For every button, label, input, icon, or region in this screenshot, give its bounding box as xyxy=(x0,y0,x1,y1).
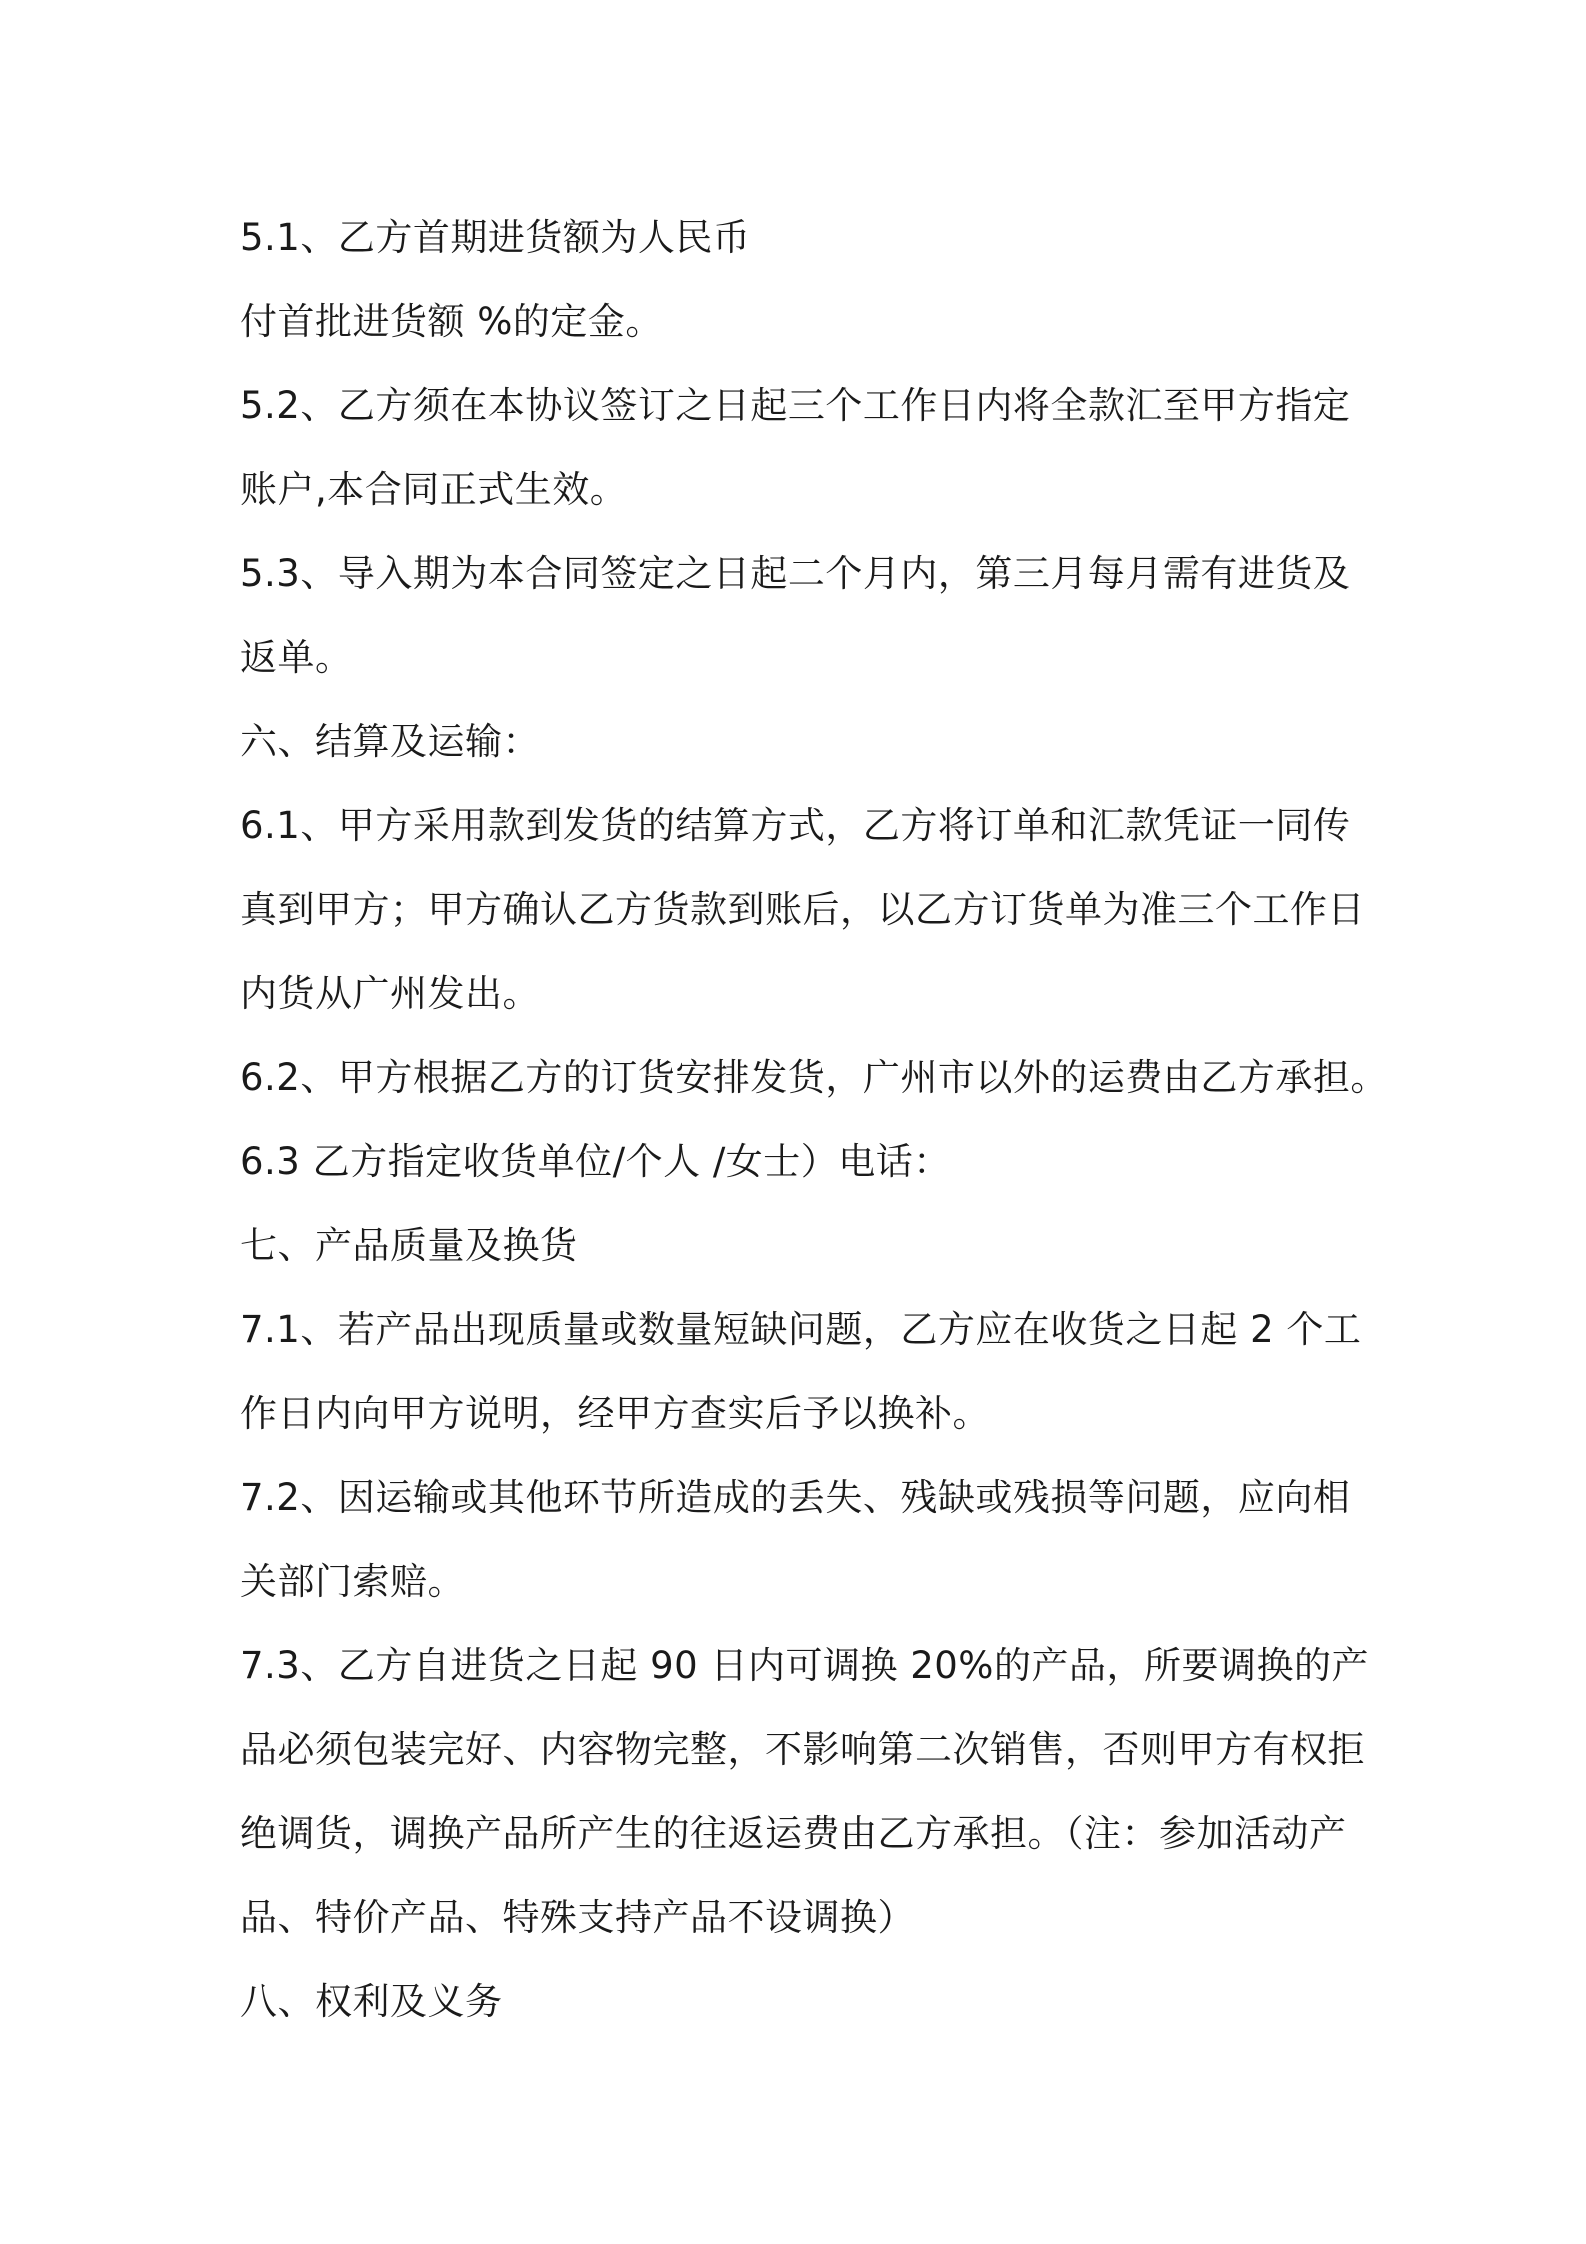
clause-7-3-line-3: 绝调货，调换产品所产生的往返运费由乙方承担。（注：参加活动产 xyxy=(240,1812,1347,1855)
clause-5-2-line-2: 账户,本合同正式生效。 xyxy=(240,468,628,511)
clause-6-1-line-2: 真到甲方；甲方确认乙方货款到账后，以乙方订货单为准三个工作日 xyxy=(240,888,1365,931)
clause-7-3-line-4: 品、特价产品、特殊支持产品不设调换） xyxy=(240,1896,915,1939)
clause-7-2-line-2: 关部门索赔。 xyxy=(240,1560,465,1603)
clause-5-1-line-2: 付首批进货额 %的定金。 xyxy=(240,300,663,343)
section-8-heading: 八、权利及义务 xyxy=(240,1980,503,2023)
clause-5-1-line-1: 5.1、乙方首期进货额为人民币 xyxy=(240,216,751,259)
clause-7-1-line-2: 作日内向甲方说明，经甲方查实后予以换补。 xyxy=(240,1392,990,1435)
clause-5-3-line-2: 返单。 xyxy=(240,636,353,679)
clause-6-3-line-1: 6.3 乙方指定收货单位/个人 /女士）电话： xyxy=(240,1140,951,1183)
clause-6-1-line-3: 内货从广州发出。 xyxy=(240,972,540,1015)
section-7-heading: 七、产品质量及换货 xyxy=(240,1224,578,1267)
clause-7-2-line-1: 7.2、因运输或其他环节所造成的丢失、残缺或残损等问题，应向相 xyxy=(240,1476,1351,1519)
clause-7-3-line-1: 7.3、乙方自进货之日起 90 日内可调换 20%的产品，所要调换的产 xyxy=(240,1644,1369,1687)
document-body xyxy=(240,196,1390,2044)
clause-5-3-line-1: 5.3、导入期为本合同签定之日起二个月内，第三月每月需有进货及 xyxy=(240,552,1351,595)
clause-6-1-line-1: 6.1、甲方采用款到发货的结算方式，乙方将订单和汇款凭证一同传 xyxy=(240,804,1351,847)
clause-7-3-line-2: 品必须包装完好、内容物完整，不影响第二次销售，否则甲方有权拒 xyxy=(240,1728,1365,1771)
clause-5-2-line-1: 5.2、乙方须在本协议签订之日起三个工作日内将全款汇至甲方指定 xyxy=(240,384,1351,427)
clause-6-2-line-1: 6.2、甲方根据乙方的订货安排发货，广州市以外的运费由乙方承担。 xyxy=(240,1056,1388,1099)
section-6-heading: 六、结算及运输： xyxy=(240,720,540,763)
clause-7-1-line-1: 7.1、若产品出现质量或数量短缺问题，乙方应在收货之日起 2 个工 xyxy=(240,1308,1362,1351)
